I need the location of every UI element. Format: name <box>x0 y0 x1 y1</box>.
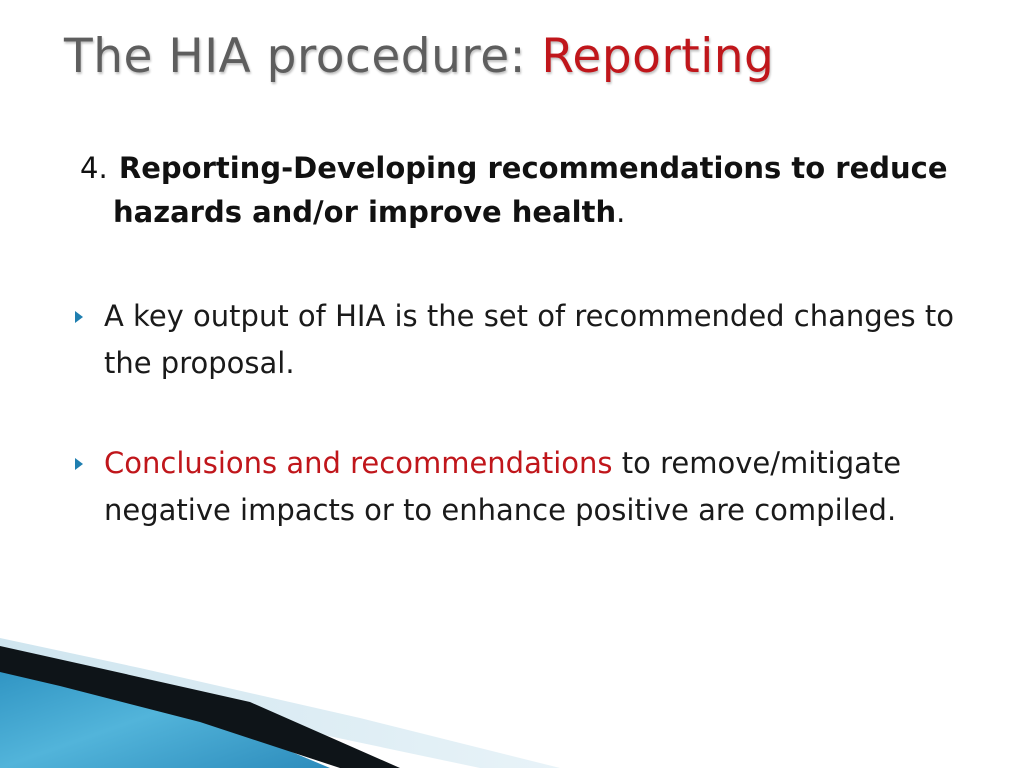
heading-text: Reporting-Developing recommendations to reduce hazards and/or improve health <box>113 151 948 229</box>
slide-title-main: The HIA procedure: <box>64 29 542 84</box>
bullet-highlight: Conclusions and recommendations <box>104 446 613 480</box>
slide-title-accent: Reporting <box>541 29 775 84</box>
heading-end-punctuation: . <box>616 195 626 229</box>
heading-number: 4. <box>80 151 108 185</box>
bullet-text: A key output of HIA is the set of recommended changes to the proposal. <box>104 299 954 380</box>
bullet-text-rest: to remove/mitigate negative impacts or to enhance positive are compiled. <box>104 446 902 527</box>
